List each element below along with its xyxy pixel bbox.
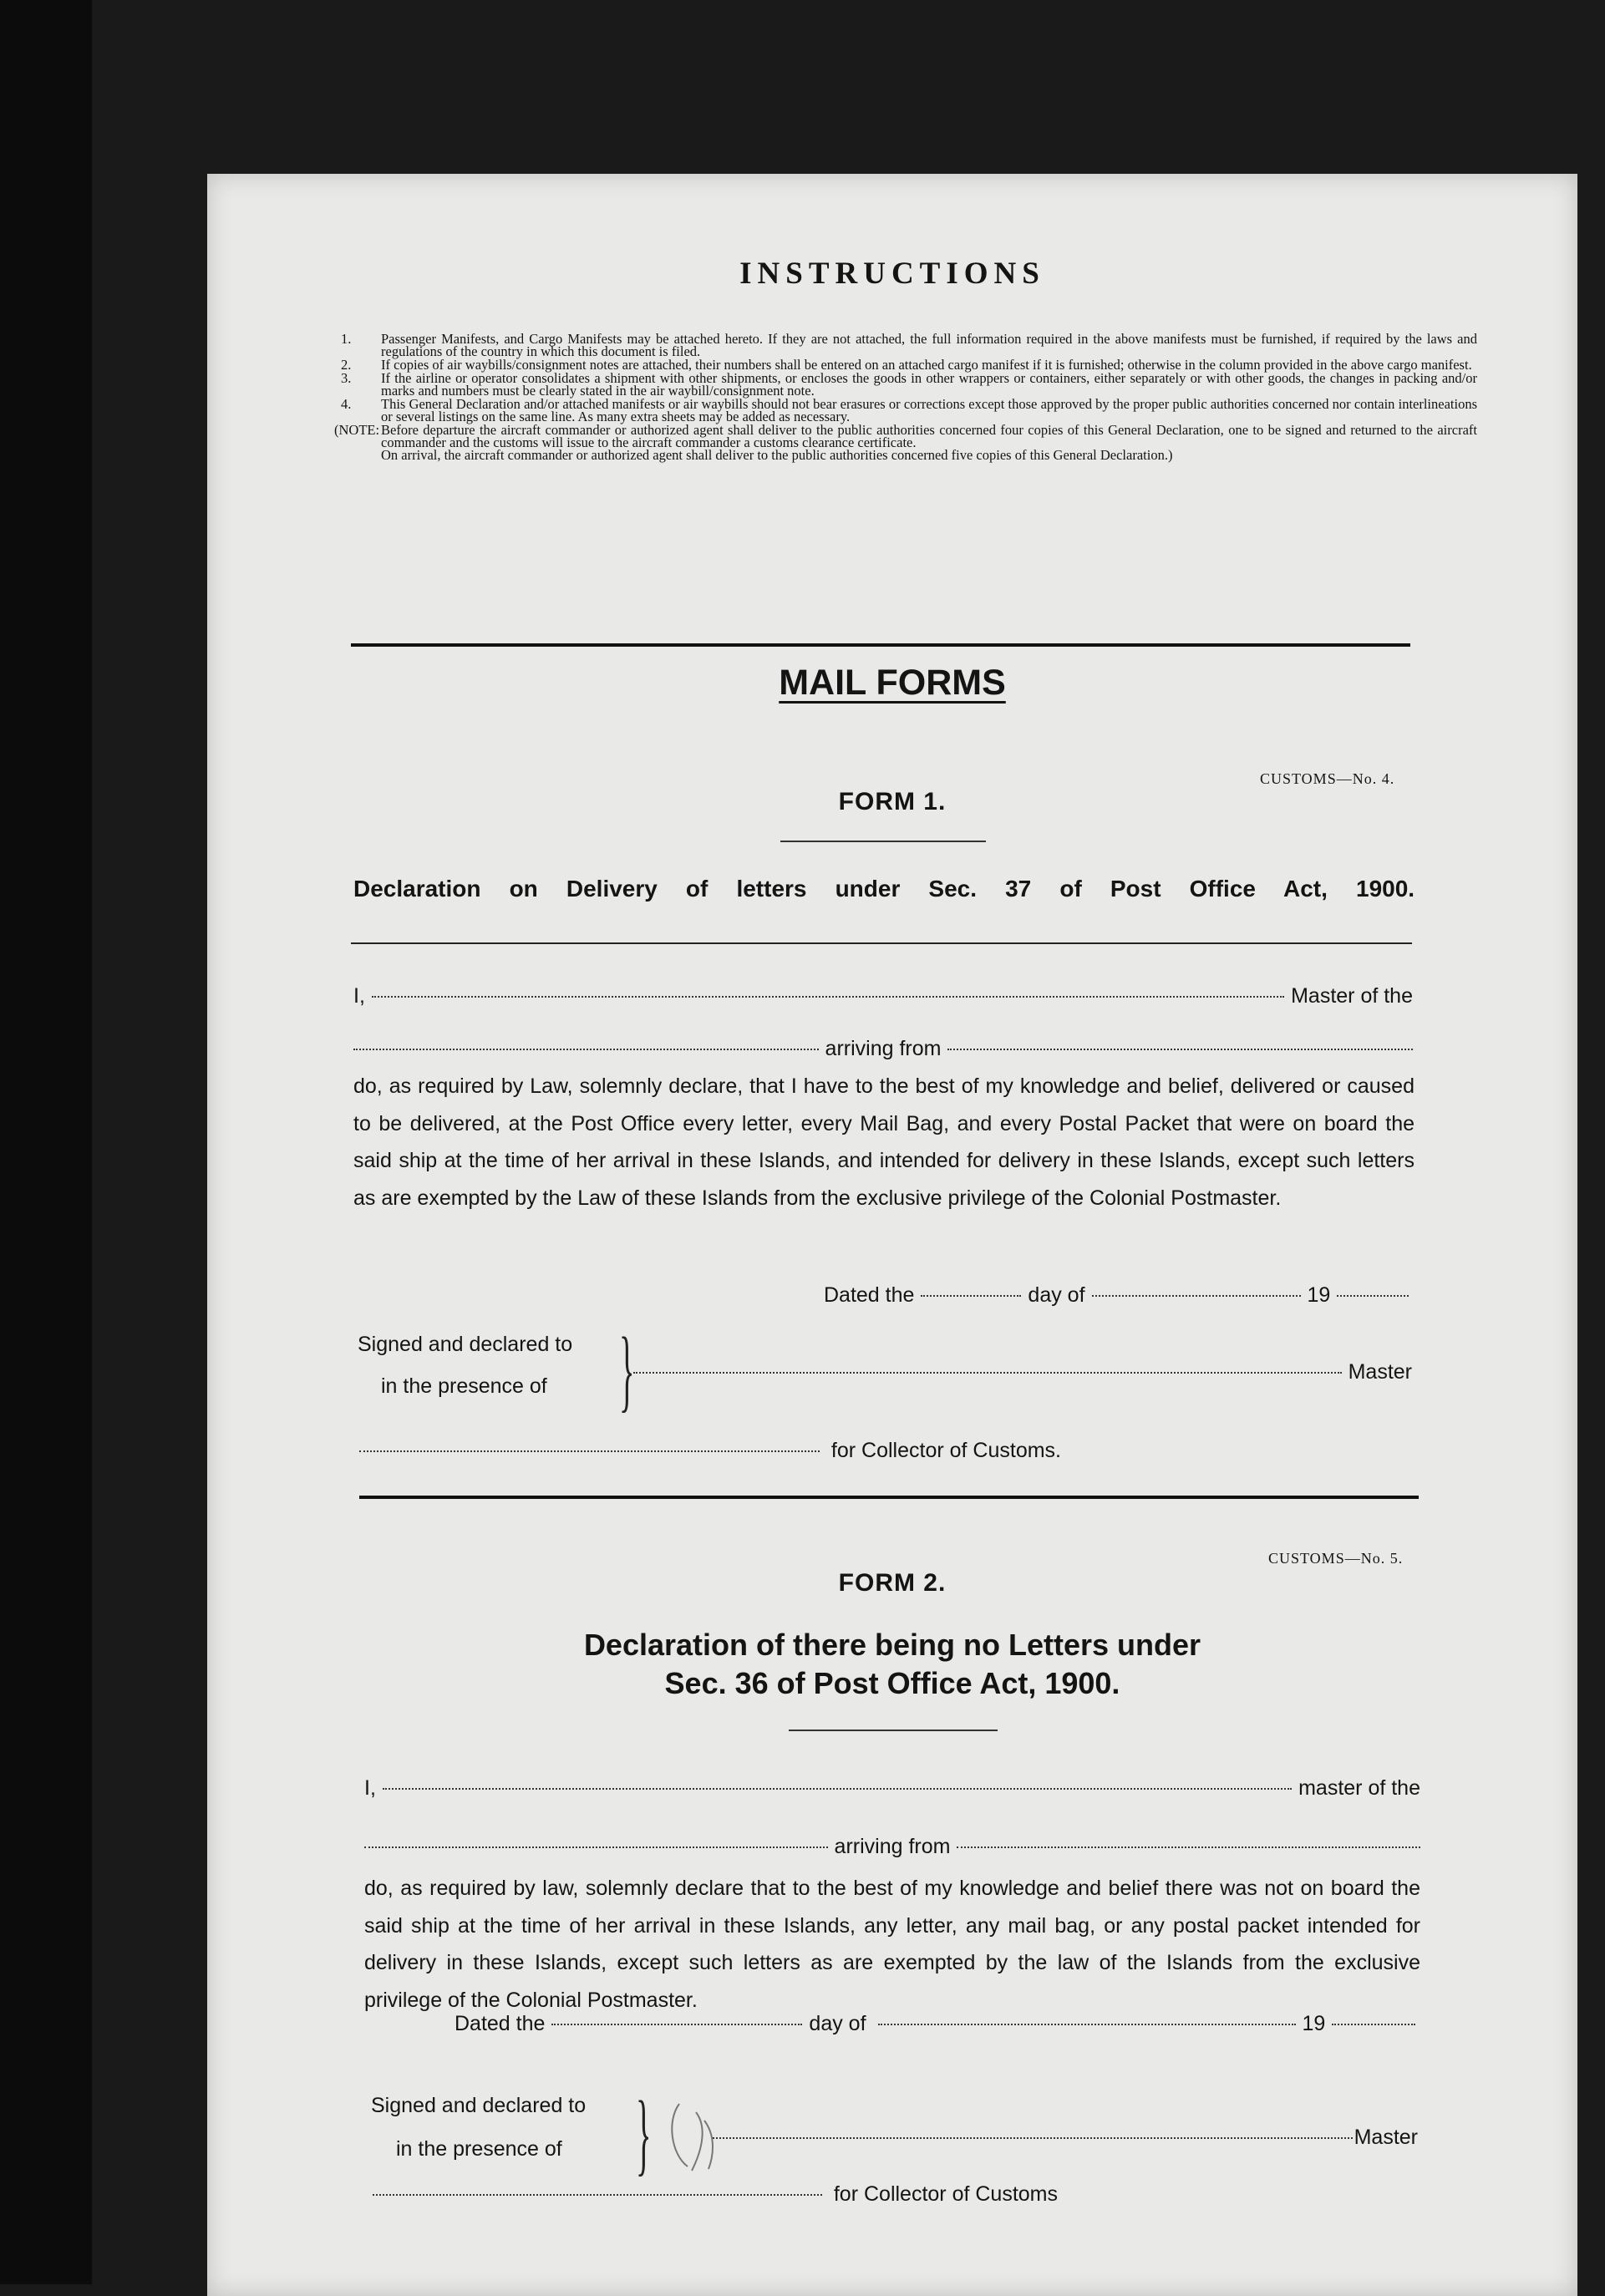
brace-icon: } xyxy=(636,2082,652,2184)
in-presence-label: in the presence of xyxy=(396,2137,562,2161)
form2-title-line: Declaration of there being no Letters under xyxy=(583,1628,1201,1662)
collector-label: for Collector of Customs. xyxy=(830,1439,1061,1462)
instruction-text: If the airline or operator consolidates a shipment with other shipments, or encloses the goods in other wrappers or containers, either separately or with other goods, the changes in packing and/or marks and numbers must be clearly stated in the air waybill/consignment note. xyxy=(381,370,1477,399)
day-blank[interactable] xyxy=(921,1295,1021,1297)
port-blank[interactable] xyxy=(947,1049,1413,1050)
collector-signature-blank[interactable] xyxy=(359,1450,820,1452)
instruction-text: This General Declaration and/or attached manifests or air waybills should not bear erasures or corrections except those approved by the proper public authorities concerned nor contain interlineations or several listings on the same line. As many extra sheets may be added as necessary. xyxy=(381,396,1477,424)
label-underline xyxy=(780,841,986,842)
dated-the-label: Dated the xyxy=(824,1283,915,1307)
declaration-word: of xyxy=(1059,876,1082,902)
year-blank[interactable] xyxy=(1332,2024,1415,2025)
collector-row xyxy=(359,1439,1061,1463)
day-of-label: day of xyxy=(1028,1283,1085,1307)
form1-declaration-body: do, as required by Law, solemnly declare, that I have to the best of my knowledge and belief, delivered or caused to be delivered, at the Post Office every letter, every Mail Bag, and every Postal Packet that were on board the said ship at the time of her arrival in these Islands, and intended for delivery in these Islands, except such letters as are exempted by the Law of these Islands from the exclusive privilege of the Colonial Postmaster. xyxy=(353,1074,1415,1210)
dated-the-label: Dated the xyxy=(455,2012,546,2035)
collector-label: for Collector of Customs xyxy=(833,2182,1058,2206)
scan-border xyxy=(0,0,92,2284)
year-prefix: 19 xyxy=(1302,2012,1326,2035)
instruction-number: 1. xyxy=(341,331,352,347)
form1-label: FORM 1. xyxy=(838,788,947,815)
instruction-item xyxy=(341,372,1477,397)
declaration-word: 37 xyxy=(1005,876,1032,902)
arriving-from-label: arriving from xyxy=(834,1835,951,1858)
master-signature-blank[interactable] xyxy=(633,1372,1342,1374)
title-divider xyxy=(351,942,1412,944)
declaration-word: Declaration xyxy=(353,876,481,902)
form2-label: FORM 2. xyxy=(838,1569,947,1597)
master-name-blank[interactable] xyxy=(372,996,1284,998)
section-divider xyxy=(351,643,1410,647)
signed-declared-label: Signed and declared to xyxy=(358,1333,573,1356)
instruction-text: If copies of air waybills/consignment notes are attached, their numbers shall be entered on an attached cargo manifest if it is furnished; otherwise in the column provided in the above cargo manifest. xyxy=(381,357,1472,373)
date-row xyxy=(455,2012,1415,2036)
pronoun-label: I, xyxy=(353,984,365,1008)
declaration-word: of xyxy=(685,876,709,902)
master-of-label: master of the xyxy=(1298,1776,1420,1800)
declaration-word: Sec. xyxy=(928,876,978,902)
title-underline xyxy=(789,1730,998,1731)
document-page xyxy=(207,174,1577,2296)
master-name-blank[interactable] xyxy=(383,1788,1292,1790)
instructions-title: INSTRUCTIONS xyxy=(739,257,1045,291)
master-label: Master xyxy=(1354,2126,1418,2149)
master-label: Master xyxy=(1348,1360,1412,1384)
customs-number: CUSTOMS—No. 4. xyxy=(1260,770,1395,787)
declaration-word: letters xyxy=(736,876,807,902)
mail-forms-title: MAIL FORMS xyxy=(779,663,1006,703)
form1-title xyxy=(353,876,1415,902)
master-signature-row xyxy=(633,1360,1412,1384)
arriving-row xyxy=(353,1037,1413,1061)
master-name-row xyxy=(364,1776,1420,1801)
form2-declaration-body: do, as required by law, solemnly declare that to the best of my knowledge and belief there was not on board the said ship at the time of her arrival in these Islands, any letter, any mail bag, or any postal packet intended for delivery in these Islands, except such letters as are exempted by the law of the Islands from the exclusive privilege of the Colonial Postmaster. xyxy=(364,1877,1420,2012)
instruction-number: 4. xyxy=(341,396,352,412)
collector-row xyxy=(373,2182,1058,2207)
instruction-text: Passenger Manifests, and Cargo Manifests may be attached hereto. If they are not attached, the full information required in the above manifests must be furnished, if required by the laws and regulations of the country in which this document is filed. xyxy=(381,331,1477,359)
instructions-list xyxy=(334,331,1477,463)
brace-icon: } xyxy=(619,1318,635,1420)
customs-number: CUSTOMS—No. 5. xyxy=(1268,1550,1404,1567)
day-blank[interactable] xyxy=(551,2024,802,2025)
instruction-note xyxy=(334,422,1477,463)
instruction-number: 2. xyxy=(341,357,352,373)
master-of-label: Master of the xyxy=(1291,984,1413,1008)
declaration-word: on xyxy=(509,876,538,902)
instruction-item xyxy=(341,333,1477,358)
date-row xyxy=(824,1283,1409,1308)
collector-signature-blank[interactable] xyxy=(373,2194,822,2196)
master-name-row xyxy=(353,984,1413,1008)
month-blank[interactable] xyxy=(878,2024,1296,2025)
master-signature-row xyxy=(713,2126,1418,2150)
note-text-arrival: On arrival, the aircraft commander or authorized agent shall deliver to the public authorities concerned five copies of this General Declaration.) xyxy=(381,447,1173,463)
note-text: Before departure the aircraft commander or authorized agent shall deliver to the public authorities concerned four copies of this General Declaration, one to be signed and returned to the aircraft commander and the customs will issue to the aircraft commander a customs clearance certificate. xyxy=(381,422,1477,450)
declaration-word: Office xyxy=(1189,876,1256,902)
master-signature-blank[interactable] xyxy=(713,2137,1353,2139)
declaration-word: Act, xyxy=(1283,876,1328,902)
day-of-label: day of xyxy=(809,2012,866,2035)
signature-mark-icon xyxy=(663,2095,729,2179)
declaration-word: Post xyxy=(1110,876,1161,902)
declaration-word: 1900. xyxy=(1356,876,1415,902)
form2-title-line: Sec. 36 of Post Office Act, 1900. xyxy=(664,1666,1120,1700)
month-blank[interactable] xyxy=(1092,1295,1301,1297)
signed-declared-label: Signed and declared to xyxy=(371,2094,587,2117)
ship-name-blank[interactable] xyxy=(353,1049,819,1050)
pronoun-label: I, xyxy=(364,1776,376,1800)
year-prefix: 19 xyxy=(1307,1283,1331,1307)
instruction-item xyxy=(341,398,1477,423)
in-presence-label: in the presence of xyxy=(381,1374,547,1398)
arriving-row xyxy=(364,1835,1420,1859)
declaration-word: under xyxy=(835,876,901,902)
note-label: (NOTE: xyxy=(334,422,380,438)
instruction-item xyxy=(341,358,1477,371)
form2-title xyxy=(207,1626,1577,1703)
year-blank[interactable] xyxy=(1337,1295,1409,1297)
form-divider xyxy=(359,1496,1419,1499)
arriving-from-label: arriving from xyxy=(825,1037,942,1060)
declaration-word: Delivery xyxy=(566,876,658,902)
port-blank[interactable] xyxy=(957,1846,1420,1848)
instruction-number: 3. xyxy=(341,370,352,386)
ship-name-blank[interactable] xyxy=(364,1846,828,1848)
